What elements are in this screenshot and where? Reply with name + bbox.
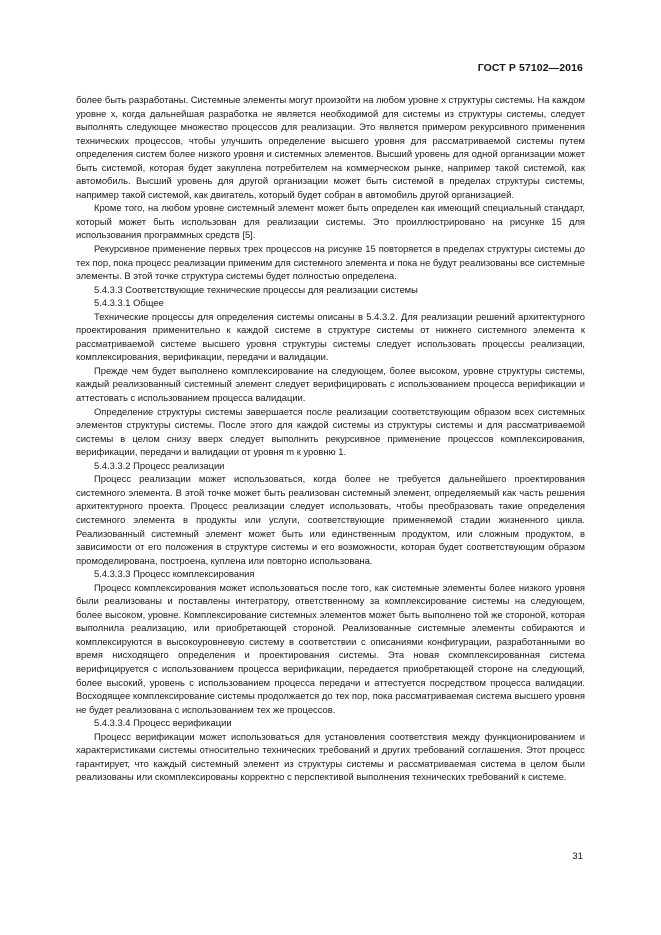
section-heading: 5.4.3.3 Соответствующие технические процессы для реализации системы <box>94 283 418 295</box>
section-heading: 5.4.3.3.3 Процесс комплексирования <box>94 568 255 580</box>
section-heading: 5.4.3.3.2 Процесс реализации <box>94 459 225 471</box>
section-heading: 5.4.3.3.4 Процесс верификации <box>94 717 232 729</box>
paragraph: Определение структуры системы завершается после реализации соответствующим образом всех системных элементов структуры системы. После этого для каждой системы из структуры системы и для рассматриваемой системы в целом снизу вверх следует выполнить рекурсивное применение процессов комплексирования, верификации, передачи и валидации от уровня m к уровню 1. <box>76 405 585 458</box>
document-code-header: ГОСТ Р 57102—2016 <box>477 62 583 74</box>
paragraph: Кроме того, на любом уровне системный элемент может быть определен как имеющий специальный стандарт, который может быть использован для реализации системы. Это проиллюстрировано на рисунке 15 для использования программных средств [5]. <box>76 202 585 241</box>
paragraph: Прежде чем будет выполнено комплексирование на следующем, более высоком, уровне структуры системы, каждый реализованный системный элемент следует верифицировать с использованием процесса верификации и аттестовать с использованием процесса валидации. <box>76 364 585 404</box>
page-number: 31 <box>572 851 583 862</box>
page-body <box>76 93 585 784</box>
paragraph: Процесс реализации может использоваться, когда более не требуется дальнейшего проектирования системного элемента. В этой точке может быть реализован системный элемент, определяемый как часть решения архитектурного проекта. Процесс реализации следует использовать, чтобы преобразовать такие определения системного элемента в продукты или услуги, соответствующие применяемой стадии жизненного цикла. Реализованный системный элемент может быть или единственным продуктом, или сложным продуктом, в зависимости от его положения в структуре системы и его возможности, которая будет соответствующим образом промоделирована, построена, куплена или повторно использована. <box>76 473 585 566</box>
paragraph: Процесс верификации может использоваться для установления соответствия между функционированием и характеристиками системы относительно технических требований и других требований соглашения. Этот процесс гарантирует, что каждый системный элемент из структуры системы и рассматриваемая система в целом были реализованы или скомплексированы корректно с перспективой выполнения технических требований к системе. <box>76 730 585 783</box>
paragraph: Технические процессы для определения системы описаны в 5.4.3.2. Для реализации решений архитектурного проектирования применительно к каждой системе в структуре системы от нижнего системного элемента к рассматриваемой системе высшего уровня структуры системы следует использовать процессы реализации, комплексирования, верификации, передачи и валидации. <box>76 310 585 363</box>
paragraph: Рекурсивное применение первых трех процессов на рисунке 15 повторяется в пределах структуры системы до тех пор, пока процесс реализации применим для системного элемента и пока не будут реализованы все системные элементы. В этой точке структура системы будет полностью определена. <box>76 243 585 282</box>
section-heading: 5.4.3.3.1 Общее <box>94 297 164 309</box>
paragraph: Процесс комплексирования может использоваться после того, как системные элементы более низкого уровня были реализованы и поставлены интегратору, ответственному за комплексирование системы на следующем, более высоком, уровне. Комплексирование системных элементов может быть выполнено той же стороной, которая выполнила реализацию, или приобретающей стороной. Реализованные системные элементы собираются и комплексируются в высокоуровневую систему в соответствии с описаниями конфигурации, разработанными во время нисходящего определения и проектирования системы. Эта новая скомплексированная система верифицируется с использованием процесса верификации, передается приобретающей стороне на следующий, более высокий, уровень с использованием процесса передачи и аттестуется посредством процесса валидации. Восходящее комплексирование системы продолжается до тех пор, пока рассматриваемая система высшего уровня не будет реализована с использованием тех же процессов. <box>76 581 585 715</box>
paragraph: более быть разработаны. Системные элементы могут произойти на любом уровне x структуры системы. На каждом уровне x, когда дальнейшая разработка не является необходимой для системы из структуры системы, следует выполнять следующее множество процессов для реализации. Это является примером рекурсивного применения технических процессов, чтобы улучшить определение высшего уровня для рассматриваемой системы путем определения систем более низкого уровня и системных элементов. Высший уровень для одной организации может быть системой, которая будет закуплена потребителем на коммерческом рынке, например такой системой, как автомобиль. Высший уровень для другой организации может быть системой в пределах структуры системы, например такой системой, как двигатель, который будет собран в автомобиль другой организацией. <box>76 94 585 200</box>
